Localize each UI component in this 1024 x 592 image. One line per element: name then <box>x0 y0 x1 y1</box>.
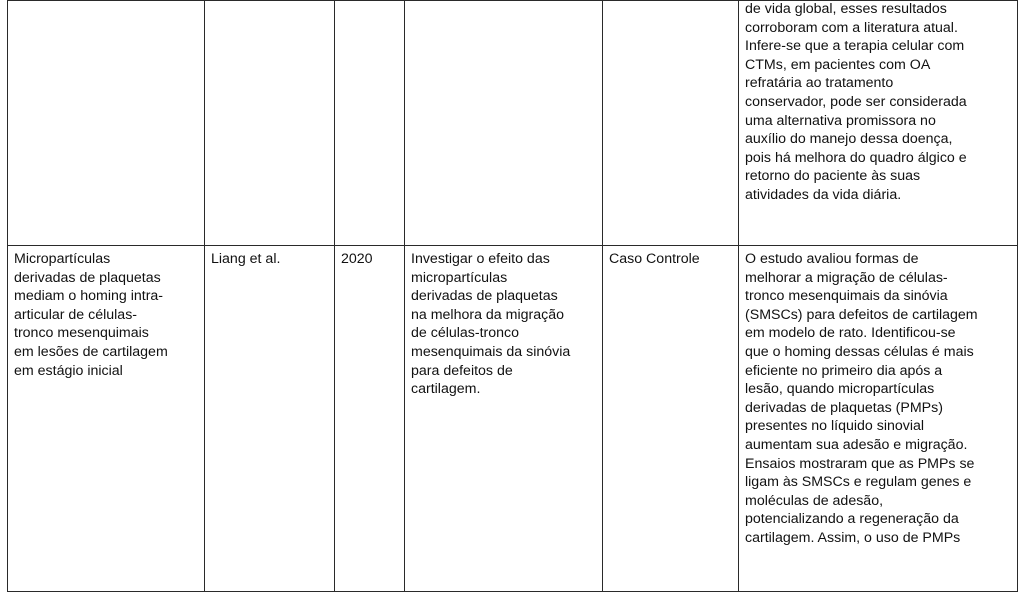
cell-objetivo <box>405 246 603 592</box>
cell-line: de células-tronco <box>411 325 520 342</box>
cell-line: cartilagem. <box>411 381 481 398</box>
cell-line: de vida global, esses resultados <box>745 1 947 17</box>
cell-autores <box>205 246 335 592</box>
cell-line: moléculas de adesão, <box>745 492 884 509</box>
cell-autores <box>205 1 335 246</box>
cell-line: Investigar o efeito das <box>411 251 550 267</box>
cell-line: que o homing dessas células é mais <box>745 343 974 360</box>
cell-line: cartilagem. Assim, o uso de PMPs <box>745 529 961 546</box>
cell-lines <box>14 250 199 380</box>
cell-lines <box>609 250 733 269</box>
cell-line: derivadas de plaquetas <box>14 269 161 286</box>
cell-line: na melhora da migração <box>411 306 564 323</box>
cell-ano <box>335 246 405 592</box>
cell-line: uma alternativa promissora no <box>745 112 936 129</box>
cell-line: Micropartículas <box>14 251 111 267</box>
cell-line: ligam às SMSCs e regulam genes e <box>745 474 972 491</box>
cell-line: derivadas de plaquetas (PMPs) <box>745 399 943 416</box>
cell-line: pois há melhora do quadro álgico e <box>745 149 967 166</box>
cell-line: tronco mesenquimais <box>14 325 149 342</box>
cell-line: retorno do paciente às suas <box>745 168 921 185</box>
cell-line: tronco mesenquimais da sinóvia <box>745 288 948 305</box>
cell-line: auxílio do manejo dessa doença, <box>745 131 953 148</box>
cell-line: refratária ao tratamento <box>745 75 894 92</box>
cell-lines <box>745 0 1012 205</box>
cell-tipo-estudo <box>603 1 739 246</box>
cell-line: lesão, quando micropartículas <box>745 381 935 398</box>
cell-lines <box>341 250 399 269</box>
cell-line: melhorar a migração de células- <box>745 269 948 286</box>
cell-line: eficiente no primeiro dia após a <box>745 362 943 379</box>
cell-ano <box>335 1 405 246</box>
cell-objetivo <box>405 1 603 246</box>
cell-titulo <box>8 1 205 246</box>
cell-line: Liang et al. <box>211 251 281 267</box>
cell-titulo <box>8 246 205 592</box>
cell-line: 2020 <box>341 251 373 267</box>
cell-resultados <box>739 246 1018 592</box>
cell-lines <box>411 250 597 399</box>
cell-line: conservador, pode ser considerada <box>745 93 967 110</box>
cell-line: em modelo de rato. Identificou-se <box>745 325 956 342</box>
cell-line: articular de células- <box>14 306 138 323</box>
cell-line: potencializando a regeneração da <box>745 511 959 528</box>
cell-line: Ensaios mostraram que as PMPs se <box>745 455 975 472</box>
cell-line: em estágio inicial <box>14 362 123 379</box>
cell-line: presentes no líquido sinovial <box>745 418 925 435</box>
table-row <box>8 246 1018 592</box>
cell-lines <box>745 250 1012 548</box>
cell-line: (SMSCs) para defeitos de cartilagem <box>745 306 978 323</box>
table-row <box>8 1 1018 246</box>
cell-line: Caso Controle <box>609 251 700 267</box>
cell-line: para defeitos de <box>411 362 513 379</box>
research-table <box>7 0 1018 592</box>
cell-line: corroboram com a literatura atual. <box>745 19 958 36</box>
cell-line: CTMs, em pacientes com OA <box>745 56 931 73</box>
cell-line: atividades da vida diária. <box>745 186 902 203</box>
cell-line: em lesões de cartilagem <box>14 343 168 360</box>
cell-tipo-estudo <box>603 246 739 592</box>
cell-line: mediam o homing intra- <box>14 288 164 305</box>
cell-resultados <box>739 1 1018 246</box>
cell-line: mesenquimais da sinóvia <box>411 343 571 360</box>
cell-line: O estudo avaliou formas de <box>745 251 919 267</box>
cell-line: micropartículas <box>411 269 508 286</box>
cell-line: aumentam sua adesão e migração. <box>745 436 968 453</box>
cell-line: derivadas de plaquetas <box>411 288 558 305</box>
cell-line: Infere-se que a terapia celular com <box>745 38 965 55</box>
cell-lines <box>211 250 329 269</box>
